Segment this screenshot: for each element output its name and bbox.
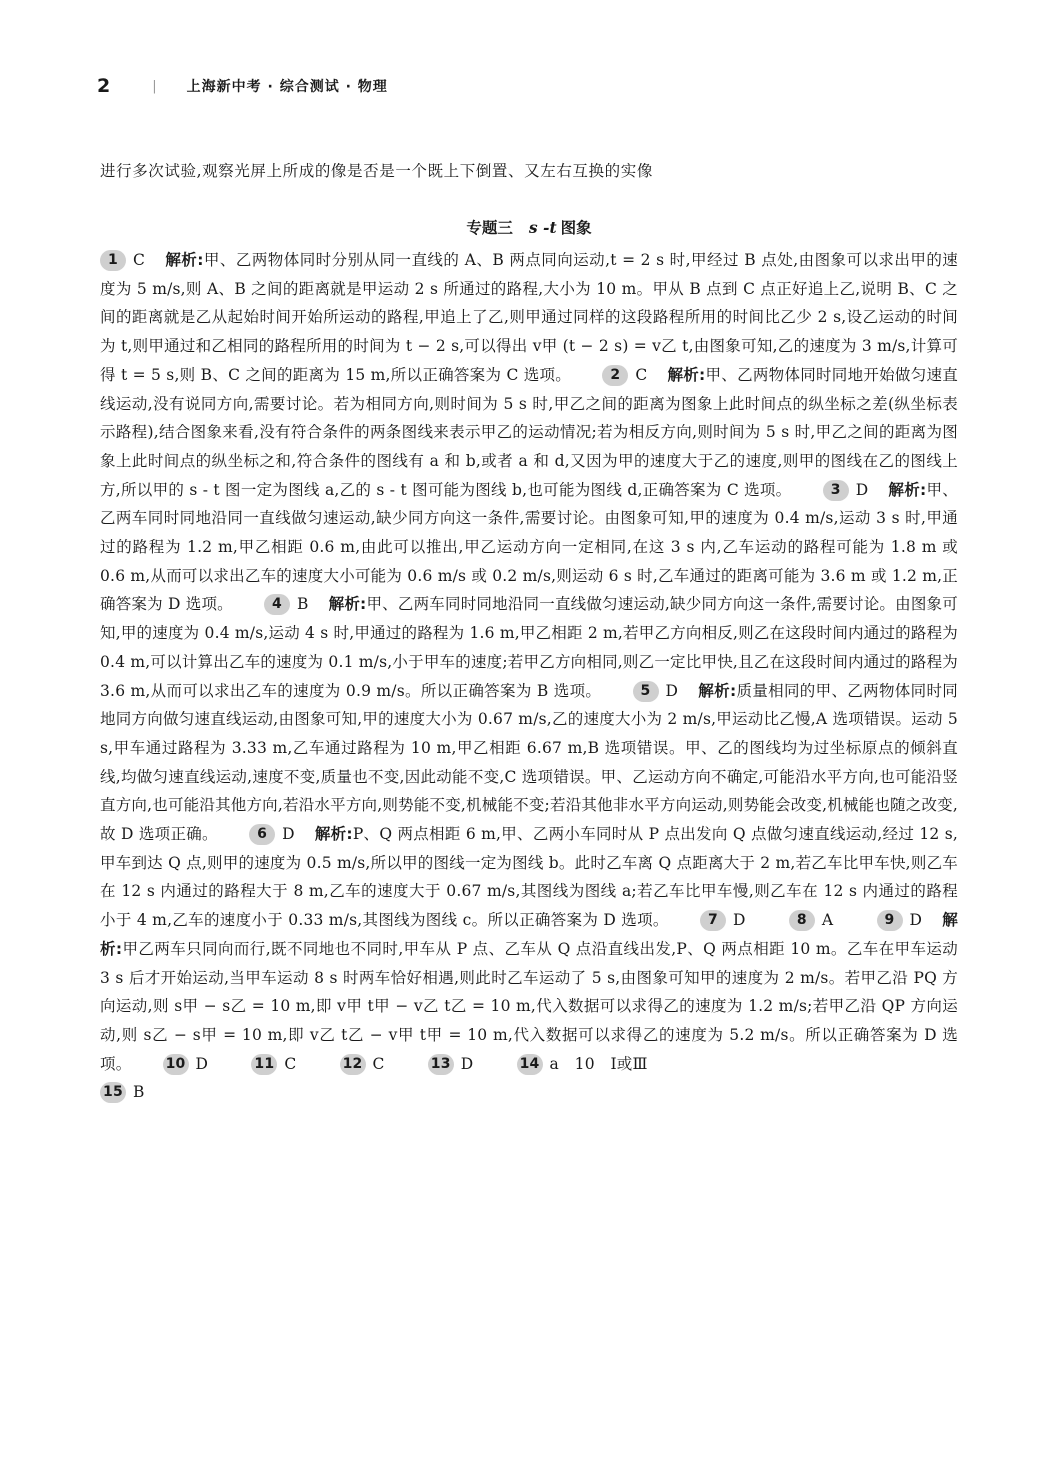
answer-letter: C	[284, 1054, 297, 1073]
book-title: 上海新中考 · 综合测试 · 物理	[186, 79, 388, 95]
question-1	[100, 251, 958, 384]
answer-letter: B	[133, 1083, 145, 1102]
analysis-label: 解析:	[314, 825, 353, 844]
question-number-badge: 5	[633, 681, 659, 702]
answer-letter: D	[909, 911, 923, 930]
question-15	[100, 1083, 157, 1101]
question-number-badge: 11	[251, 1054, 277, 1075]
analysis-text: 甲、乙两物体同时分别从同一直线的 A、B 两点同向运动,t = 2 s 时,甲经过 B 点处,由图象可以求出甲的速度为 5 m/s,则 A、B 之间的距离就是甲运动 2 s 所通过的路程,大小为 10 m。甲从 B 点到 C 点正好追上乙,说明 B、C 之间的距离就是乙从起始时间开始所运动的路程,甲追上了乙,则甲通过同样的这段路程所用的时间比乙少 2 s,设乙运动的时间为 t,则甲通过和乙相同的路程所用的时间为 t − 2 s,可以得出 v甲 (t − 2 s) = v乙 t,由图象可知,乙的速度为 3 m/s,计算可得 t = 5 s,则 B、C 之间的距离为 15 m,所以正确答案为 C 选项。	[100, 251, 958, 384]
question-13	[426, 1055, 486, 1073]
question-2	[100, 366, 958, 499]
question-7	[698, 911, 758, 929]
answer-letter: D	[460, 1054, 474, 1073]
answer-letter: D	[665, 681, 679, 700]
answer-letter: D	[195, 1054, 209, 1073]
question-14	[515, 1055, 660, 1073]
header-separator: |	[152, 78, 157, 94]
analysis-text: 甲、乙两车同时同地沿同一直线做匀速运动,缺少同方向这一条件,需要讨论。由图象可知,甲的速度为 0.4 m/s,运动 3 s 时,甲通过的路程为 1.2 m,甲乙相距 0.6 m,由此可以推出,甲乙运动方向一定相同,在这 3 s 内,乙车运动的路程可能为 1.8 m 或 0.6 m,从而可以求出乙车的速度大小可能为 0.6 m/s 或 0.2 m/s,则运动 6 s 时,乙车通过的距离可能为 3.6 m 或 1.2 m,正确答案为 D 选项。	[100, 480, 958, 614]
analysis-label: 解析:	[165, 251, 204, 269]
answer-letter: a 10 Ⅰ或Ⅲ	[549, 1054, 648, 1073]
question-number-badge: 8	[789, 910, 815, 931]
analysis-label: 解析:	[667, 365, 706, 384]
section-title-st: s -t	[528, 218, 557, 237]
analysis-label: 解析:	[888, 480, 927, 499]
answer-letter: C	[635, 365, 648, 384]
question-number-badge: 4	[264, 594, 290, 615]
question-number-badge: 13	[428, 1054, 454, 1075]
analysis-label: 解析:	[100, 911, 958, 958]
section-title-label: 专题三	[466, 219, 513, 237]
answer-letter: D	[855, 480, 869, 499]
question-11	[249, 1055, 308, 1073]
answer-letter: C	[372, 1054, 385, 1073]
question-number-badge: 7	[700, 910, 726, 931]
question-number-badge: 3	[823, 480, 849, 501]
answer-letter: D	[732, 911, 746, 930]
question-number-badge: 2	[602, 365, 628, 386]
question-3	[100, 481, 958, 614]
question-8	[787, 911, 845, 929]
question-number-badge: 10	[163, 1054, 189, 1075]
analysis-text: 甲、乙两车同时同地沿同一直线做匀速运动,缺少同方向这一条件,需要讨论。由图象可知,甲的速度为 0.4 m/s,运动 4 s 时,甲通过的路程为 1.6 m,甲乙相距 2 m,若甲乙方向相反,则乙在这段时间内通过的路程为 0.4 m,可以计算出乙车的速度为 0.1 m/s,小于甲车的速度;若甲乙方向相同,则乙一定比甲快,且乙在这段时间内通过的路程为 3.6 m,从而可以求出乙车的速度为 0.9 m/s。所以正确答案为 B 选项。	[100, 595, 958, 700]
analysis-text: P、Q 两点相距 6 m,甲、乙两小车同时从 P 点出发向 Q 点做匀速直线运动,经过 12 s,甲车到达 Q 点,则甲的速度为 0.5 m/s,所以甲的图线一定为图线 b。此时乙车离 Q 点距离大于 2 m,若乙车比甲车快,则乙车在 12 s 内通过的路程大于 8 m,乙车的速度大于 0.67 m/s,其图线为图线 a;若乙车比甲车慢,则乙车在 12 s 内通过的路程小于 4 m,乙车的速度小于 0.33 m/s,其图线为图线 c。所以正确答案为 D 选项。	[100, 825, 958, 930]
question-number-badge: 12	[340, 1054, 366, 1075]
answer-letter: D	[282, 825, 295, 844]
answer-body	[100, 246, 958, 1107]
section-title	[0, 216, 1058, 238]
question-number-badge: 14	[517, 1054, 543, 1075]
question-number-badge: 6	[249, 824, 275, 845]
page-header	[97, 74, 388, 98]
analysis-text: 质量相同的甲、乙两物体同时同地同方向做匀速直线运动,由图象可知,甲的速度大小为 0.67 m/s,乙的速度大小为 2 m/s,甲运动比乙慢,A 选项错误。运动 5 s,甲车通过路程为 3.33 m,乙车通过路程为 10 m,甲乙相距 6.67 m,B 选项错误。甲、乙的图线均为过坐标原点的倾斜直线,均做匀速直线运动,速度不变,质量也不变,因此动能不变,C 选项错误。甲、乙运动方向不确定,可能沿水平方向,也可能沿竖直方向,也可能沿其他方向,若沿水平方向,则势能不变,机械能不变;若沿其他非水平方向运动,则势能会改变,机械能也随之改变,故 D 选项正确。	[100, 681, 958, 844]
analysis-label: 解析:	[328, 595, 367, 614]
question-number-badge: 1	[100, 250, 126, 271]
page-number: 2	[97, 75, 111, 97]
answer-letter: A	[821, 911, 834, 930]
answer-letter: B	[297, 595, 309, 614]
question-12	[338, 1055, 397, 1073]
intro-text: 进行多次试验,观察光屏上所成的像是否是一个既上下倒置、又左右互换的实像	[100, 162, 653, 180]
section-title-suffix: 图象	[560, 219, 592, 237]
analysis-label: 解析:	[698, 681, 737, 700]
answer-letter: C	[133, 251, 146, 269]
analysis-text: 甲乙两车只同向而行,既不同地也不同时,甲车从 P 点、乙车从 Q 点沿直线出发,P、Q 两点相距 10 m。乙车在甲车运动 3 s 后才开始运动,当甲车运动 8 s 时两车恰好相遇,则此时乙车运动了 5 s,由图象可知甲的速度为 2 m/s。若甲乙沿 PQ 方向运动,则 s甲 − s乙 = 10 m,即 v甲 t甲 − v乙 t乙 = 10 m,代入数据可以求得乙的速度为 1.2 m/s;若甲乙沿 QP 方向运动,则 s乙 − s甲 = 10 m,即 v乙 t乙 − v甲 t甲 = 10 m,代入数据可以求得乙的速度为 5.2 m/s。所以正确答案为 D 选项。	[100, 939, 958, 1073]
question-number-badge: 9	[877, 910, 903, 931]
question-number-badge: 15	[100, 1082, 126, 1103]
question-5	[100, 682, 958, 844]
question-9	[100, 911, 958, 1073]
question-10	[161, 1055, 221, 1073]
analysis-text: 甲、乙两物体同时同地开始做匀速直线运动,没有说同方向,需要讨论。若为相同方向,则时间为 5 s 时,甲乙之间的距离为图象上此时间点的纵坐标之差(纵坐标表示路程),结合图象来看,没有符合条件的两条图线来表示甲乙的运动情况;若为相反方向,则时间为 5 s 时,甲乙之间的距离为图象上此时间点的纵坐标之和,符合条件的图线有 a 和 b,或者 a 和 d,又因为甲的速度大于乙的速度,则甲的图线在乙的图线上方,所以甲的 s - t 图一定为图线 a,乙的 s - t 图可能为图线 b,也可能为图线 d,正确答案为 C 选项。	[100, 365, 958, 499]
